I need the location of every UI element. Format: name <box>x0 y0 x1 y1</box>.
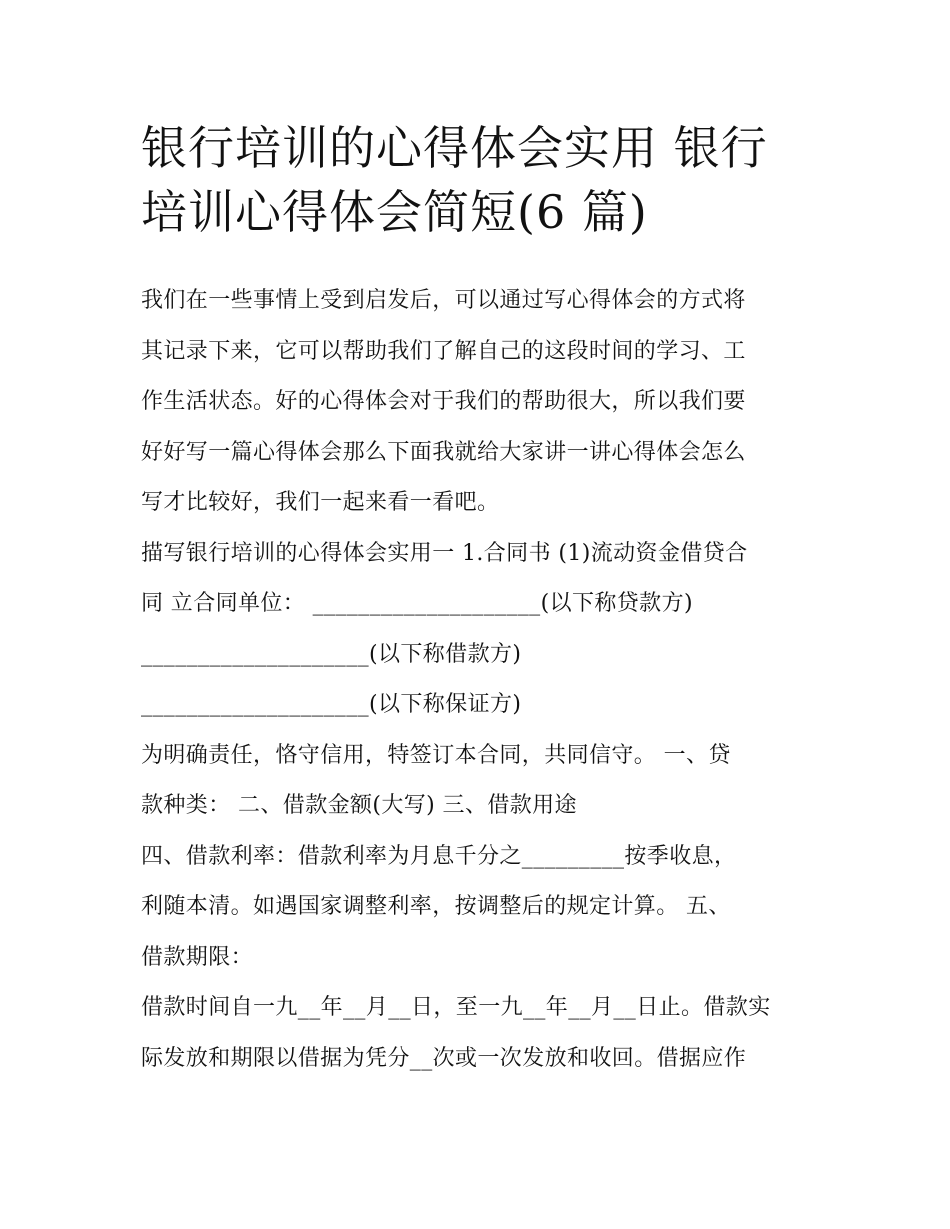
document-title <box>141 116 813 244</box>
body-line: ____________________(以下称保证方) <box>141 692 522 717</box>
body-line: 其记录下来，它可以帮助我们了解自己的这段时间的学习、工 <box>141 338 746 364</box>
body-line: 四、借款利率：借款利率为月息千分之_________按季收息， <box>141 843 737 869</box>
body-line: 我们在一些事情上受到启发后，可以通过写心得体会的方式将 <box>141 288 746 313</box>
body-line: 同 立合同单位： ____________________(以下称贷款方) <box>141 591 693 616</box>
title-line: 银行培训的心得体会实用 银行 <box>141 121 768 175</box>
body-line: 借款期限： <box>141 944 254 970</box>
body-line: 借款时间自一九__年__月__日，至一九__年__月__日止。借款实 <box>141 995 771 1020</box>
body-line: 际发放和期限以借据为凭分__次或一次发放和收回。借据应作 <box>141 1045 747 1071</box>
body-line: 为明确责任，恪守信用，特签订本合同，共同信守。 一、贷 <box>141 742 731 768</box>
body-line: 款种类： 二、借款金额(大写) 三、借款用途 <box>141 793 577 818</box>
body-line: 好好写一篇心得体会那么下面我就给大家讲一讲心得体会怎么 <box>141 439 746 465</box>
title-line: 培训心得体会简短(6 篇) <box>141 185 648 239</box>
body-line: 利随本清。如遇国家调整利率，按调整后的规定计算。 五、 <box>141 894 731 919</box>
body-line: 写才比较好，我们一起来看一看吧。 <box>141 490 500 515</box>
document-body <box>141 276 813 1084</box>
body-line: 描写银行培训的心得体会实用一 1.合同书 (1)流动资金借贷合 <box>141 540 748 566</box>
body-line: 作生活状态。好的心得体会对于我们的帮助很大，所以我们要 <box>141 389 746 414</box>
document-content <box>141 116 813 1084</box>
body-line: ____________________(以下称借款方) <box>141 641 522 667</box>
